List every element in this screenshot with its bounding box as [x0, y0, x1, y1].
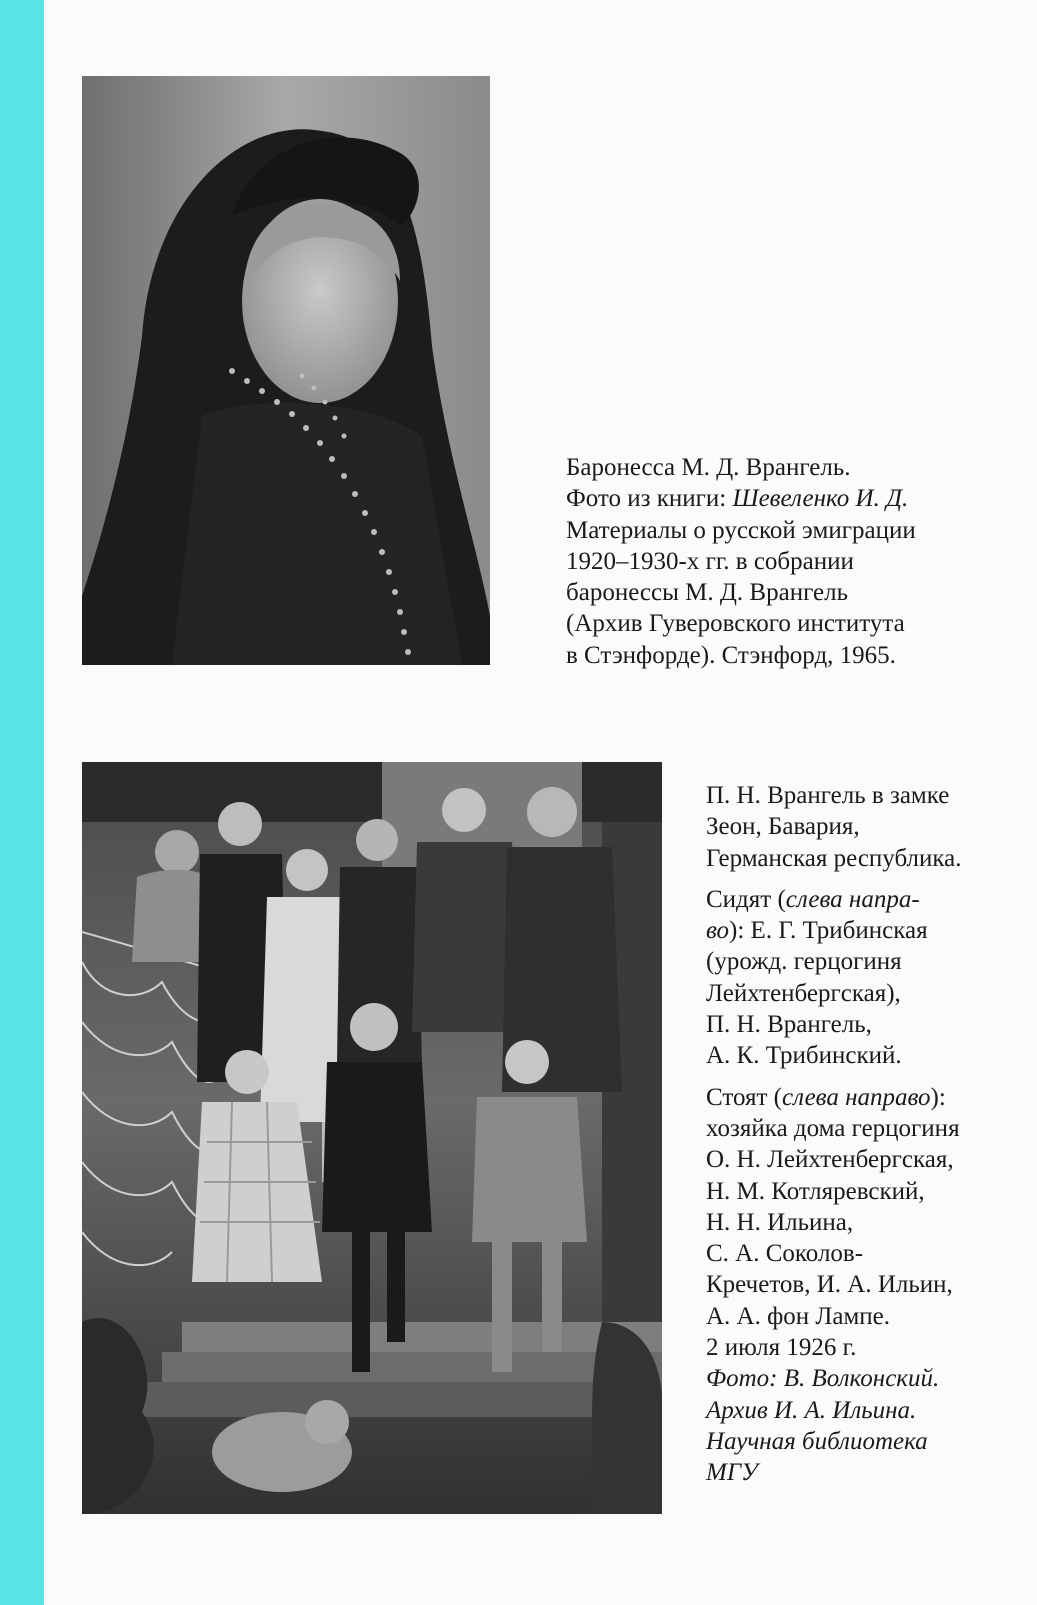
caption-line — [566, 483, 1006, 514]
group-caption — [706, 780, 1026, 1499]
caption-line: Зеон, Бавария, — [706, 813, 860, 841]
caption-line: Кречетов, И. А. Ильин, — [706, 1271, 953, 1299]
caption-line: хозяйка дома герцогиня — [706, 1114, 960, 1142]
caption-credit: Научная библиотека — [706, 1427, 928, 1455]
caption-title — [706, 780, 1026, 874]
caption-text: ): Е. Г. Трибинская — [729, 917, 928, 945]
caption-line: в Стэнфорде). Стэнфорд, 1965. — [566, 641, 896, 669]
caption-line: С. А. Соколов- — [706, 1240, 864, 1268]
caption-line: Н. М. Котляревский, — [706, 1177, 925, 1205]
caption-line: Н. Н. Ильина, — [706, 1208, 854, 1236]
caption-italic: слева направо — [781, 1083, 931, 1111]
portrait-caption — [566, 452, 1006, 671]
caption-line: (урожд. герцогиня — [706, 948, 902, 976]
caption-line — [706, 884, 1026, 915]
caption-line: А. К. Трибинский. — [706, 1042, 902, 1070]
caption-line: Баронесса М. Д. Врангель. — [566, 454, 851, 481]
caption-line: О. Н. Лейхтенбергская, — [706, 1146, 954, 1174]
caption-line: баронессы М. Д. Врангель — [566, 579, 848, 607]
edge-strip — [0, 0, 44, 1605]
portrait-photo — [82, 76, 490, 665]
caption-line: 2 июля 1926 г. — [706, 1334, 857, 1362]
caption-text: Фото из книги: — [566, 485, 733, 513]
caption-line — [706, 1082, 1026, 1113]
group-photo — [82, 762, 662, 1514]
caption-standing — [706, 1082, 1026, 1489]
caption-line — [706, 915, 1026, 946]
caption-text: Стоят ( — [706, 1083, 782, 1111]
caption-text: Сидят ( — [706, 885, 786, 913]
caption-credit: Фото: В. Волконский. — [706, 1365, 940, 1393]
caption-credit: МГУ — [706, 1459, 758, 1487]
caption-seated — [706, 884, 1026, 1072]
caption-line: Германская республика. — [706, 844, 962, 872]
group-photo-drawing — [82, 762, 662, 1514]
caption-italic: слева напра- — [785, 885, 920, 913]
portrait-photo-drawing — [82, 76, 490, 665]
caption-line: П. Н. Врангель в замке — [706, 782, 950, 809]
caption-text: ): — [930, 1083, 946, 1111]
caption-line: А. А. фон Лампе. — [706, 1302, 891, 1330]
caption-line: (Архив Гуверовского института — [566, 610, 905, 638]
caption-italic: во — [706, 917, 730, 945]
caption-line: 1920–1930-х гг. в собрании — [566, 547, 854, 575]
caption-line: П. Н. Врангель, — [706, 1011, 872, 1039]
caption-line: Лейхтенбергская), — [706, 979, 901, 1007]
caption-author: Шевеленко И. Д. — [732, 485, 909, 513]
caption-credit: Архив И. А. Ильина. — [706, 1396, 917, 1424]
caption-line: Материалы о русской эмиграции — [566, 516, 916, 544]
